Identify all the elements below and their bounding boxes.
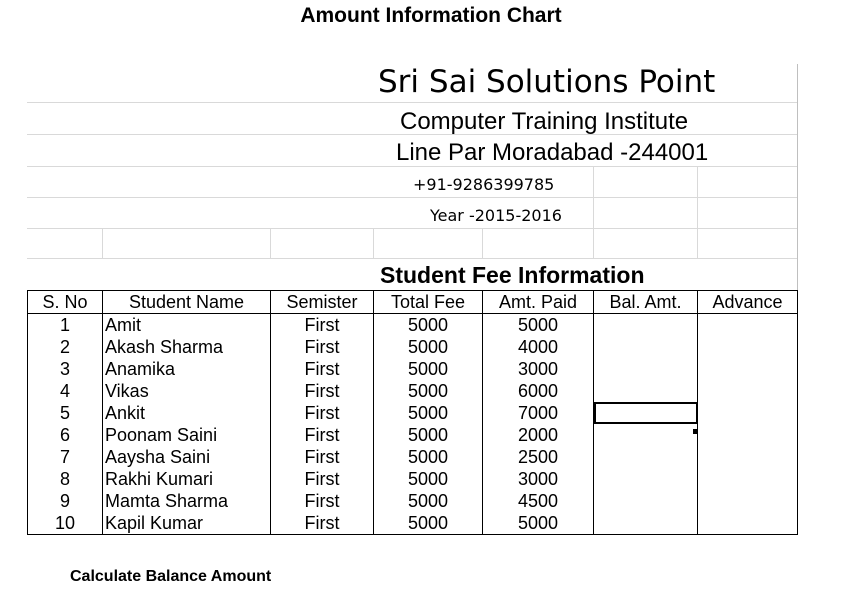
cell-semister[interactable]: First [271, 336, 374, 358]
cell-total-fee[interactable]: 5000 [374, 380, 483, 402]
cell-total-fee[interactable]: 5000 [374, 512, 483, 535]
table-row [28, 468, 798, 490]
cell-bal-amt[interactable] [594, 314, 698, 337]
cell-total-fee[interactable]: 5000 [374, 314, 483, 337]
table-row [28, 446, 798, 468]
grid-line [797, 64, 798, 290]
cell-semister[interactable]: First [271, 446, 374, 468]
grid-line [697, 166, 698, 258]
grid-line [102, 228, 103, 258]
column-header-student-name[interactable]: Student Name [103, 291, 271, 314]
cell-advance[interactable] [698, 446, 798, 468]
institute-year: Year -2015-2016 [430, 206, 562, 225]
fee-table [27, 290, 798, 535]
cell-bal-amt-selected[interactable] [594, 402, 698, 424]
cell-total-fee[interactable]: 5000 [374, 424, 483, 446]
grid-line [482, 228, 483, 258]
table-row [28, 490, 798, 512]
cell-advance[interactable] [698, 336, 798, 358]
cell-advance[interactable] [698, 380, 798, 402]
column-header-total-fee[interactable]: Total Fee [374, 291, 483, 314]
cell-bal-amt[interactable] [594, 446, 698, 468]
table-row [28, 512, 798, 535]
cell-amt-paid[interactable]: 3000 [483, 358, 594, 380]
cell-total-fee[interactable]: 5000 [374, 468, 483, 490]
grid-line [373, 228, 374, 258]
cell-amt-paid[interactable]: 5000 [483, 512, 594, 535]
cell-sno[interactable]: 8 [28, 468, 103, 490]
column-header-advance[interactable]: Advance [698, 291, 798, 314]
column-header-bal-amt[interactable]: Bal. Amt. [594, 291, 698, 314]
cell-sno[interactable]: 5 [28, 402, 103, 424]
cell-bal-amt[interactable] [594, 468, 698, 490]
header-row [28, 291, 798, 314]
cell-advance[interactable] [698, 468, 798, 490]
grid-line [27, 102, 797, 103]
column-header-sno[interactable]: S. No [28, 291, 103, 314]
cell-semister[interactable]: First [271, 512, 374, 535]
cell-sno[interactable]: 6 [28, 424, 103, 446]
cell-amt-paid[interactable]: 4000 [483, 336, 594, 358]
cell-semister[interactable]: First [271, 490, 374, 512]
cell-sno[interactable]: 1 [28, 314, 103, 337]
cell-sno[interactable]: 10 [28, 512, 103, 535]
institute-name: Sri Sai Solutions Point [378, 64, 716, 100]
cell-total-fee[interactable]: 5000 [374, 336, 483, 358]
cell-student-name[interactable]: Rakhi Kumari [103, 468, 271, 490]
cell-student-name[interactable]: Amit [103, 314, 271, 337]
cell-total-fee[interactable]: 5000 [374, 446, 483, 468]
institute-address: Line Par Moradabad -244001 [396, 139, 709, 166]
cell-advance[interactable] [698, 314, 798, 337]
cell-total-fee[interactable]: 5000 [374, 402, 483, 424]
cell-semister[interactable]: First [271, 380, 374, 402]
footer-instruction: Calculate Balance Amount [70, 568, 272, 585]
cell-semister[interactable]: First [271, 358, 374, 380]
institute-subtitle: Computer Training Institute [400, 108, 689, 135]
institute-phone: +91-9286399785 [413, 175, 555, 194]
cell-amt-paid[interactable]: 7000 [483, 402, 594, 424]
cell-amt-paid[interactable]: 3000 [483, 468, 594, 490]
cell-bal-amt[interactable] [594, 490, 698, 512]
cell-bal-amt[interactable] [594, 512, 698, 535]
table-heading: Student Fee Information [380, 262, 645, 288]
cell-sno[interactable]: 7 [28, 446, 103, 468]
grid-line [27, 228, 797, 229]
cell-advance[interactable] [698, 358, 798, 380]
cell-sno[interactable]: 2 [28, 336, 103, 358]
cell-bal-amt[interactable] [594, 336, 698, 358]
table-row [28, 358, 798, 380]
cell-student-name[interactable]: Vikas [103, 380, 271, 402]
cell-bal-amt[interactable] [594, 424, 698, 446]
cell-student-name[interactable]: Mamta Sharma [103, 490, 271, 512]
cell-student-name[interactable]: Anamika [103, 358, 271, 380]
cell-advance[interactable] [698, 490, 798, 512]
table-row [28, 424, 798, 446]
grid-line [27, 258, 797, 259]
table-row [28, 380, 798, 402]
cell-amt-paid[interactable]: 6000 [483, 380, 594, 402]
cell-amt-paid[interactable]: 5000 [483, 314, 594, 337]
fill-handle[interactable] [693, 429, 698, 434]
cell-amt-paid[interactable]: 4500 [483, 490, 594, 512]
cell-sno[interactable]: 9 [28, 490, 103, 512]
cell-student-name[interactable]: Akash Sharma [103, 336, 271, 358]
table-row [28, 314, 798, 337]
grid-line [27, 197, 797, 198]
cell-student-name[interactable]: Kapil Kumar [103, 512, 271, 535]
cell-semister[interactable]: First [271, 424, 374, 446]
cell-student-name[interactable]: Ankit [103, 402, 271, 424]
cell-student-name[interactable]: Aaysha Saini [103, 446, 271, 468]
cell-amt-paid[interactable]: 2500 [483, 446, 594, 468]
grid-line [593, 166, 594, 258]
table-row [28, 402, 798, 424]
cell-total-fee[interactable]: 5000 [374, 358, 483, 380]
cell-sno[interactable]: 3 [28, 358, 103, 380]
column-header-amt-paid[interactable]: Amt. Paid [483, 291, 594, 314]
cell-sno[interactable]: 4 [28, 380, 103, 402]
cell-advance[interactable] [698, 512, 798, 535]
cell-semister[interactable]: First [271, 402, 374, 424]
cell-semister[interactable]: First [271, 468, 374, 490]
cell-advance[interactable] [698, 402, 798, 424]
cell-bal-amt[interactable] [594, 358, 698, 380]
cell-bal-amt[interactable] [594, 380, 698, 402]
table-row [28, 336, 798, 358]
cell-student-name[interactable]: Poonam Saini [103, 424, 271, 446]
cell-advance[interactable] [698, 424, 798, 446]
cell-total-fee[interactable]: 5000 [374, 490, 483, 512]
column-header-semister[interactable]: Semister [271, 291, 374, 314]
page-title: Amount Information Chart [300, 4, 562, 27]
grid-line [270, 228, 271, 258]
cell-semister[interactable]: First [271, 314, 374, 337]
cell-amt-paid[interactable]: 2000 [483, 424, 594, 446]
